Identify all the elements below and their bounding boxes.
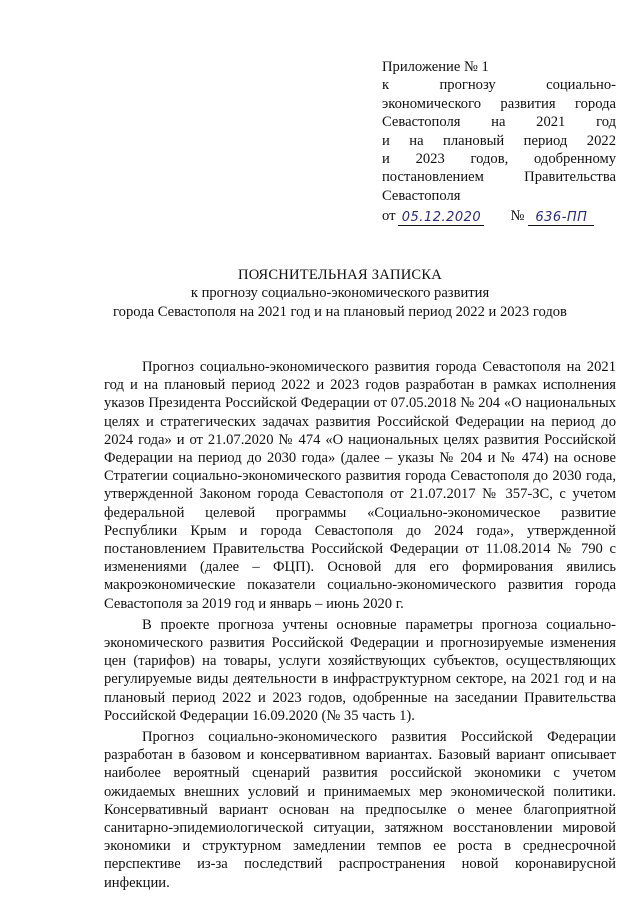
- approval-row: [382, 207, 616, 225]
- body-paragraph: В проекте прогноза учтены основные параметры прогноза социально-экономического развития Российской Федерации и прогнозируемые изменения цен (тарифов) на товары, услуги хозяйствующих субъектов, осуществляющих регулируемые виды деятельности в инфраструктурном секторе, на 2021 год и на плановый период 2022 и 2023 годов, одобренные на заседании Правительства Российской Федерации 16.09.2020 (№ 35 часть 1).: [104, 616, 616, 724]
- number-prefix: №: [510, 208, 525, 225]
- document-heading: [60, 266, 620, 321]
- appendix-line: постановлением Правительства: [382, 169, 616, 186]
- document-subtitle: к прогнозу социально-экономического развития: [190, 285, 490, 302]
- appendix-block: [382, 58, 616, 226]
- appendix-line: и на плановый период 2022: [382, 132, 616, 149]
- appendix-line: к прогнозу социально-: [382, 77, 616, 94]
- handwritten-number: 636-ПП: [528, 210, 594, 226]
- appendix-line: и 2023 годов, одобренному: [382, 151, 616, 168]
- document-body: [104, 358, 616, 895]
- appendix-last-line: Севастополя: [382, 187, 461, 204]
- handwritten-date: 05.12.2020: [398, 210, 484, 226]
- appendix-title: Приложение № 1: [382, 59, 489, 75]
- appendix-line: Севастополя на 2021 год: [382, 114, 616, 131]
- appendix-line: экономического развития города: [382, 95, 616, 112]
- document-title: ПОЯСНИТЕЛЬНАЯ ЗАПИСКА: [237, 267, 443, 283]
- body-paragraph: Прогноз социально-экономического развития города Севастополя на 2021 год и на плановый период 2022 и 2023 годов разработан в рамках исполнения указов Президента Российской Федерации от 07.05.2018 № 204 «О национальных целях и стратегических задачах развития Российской Федерации на период до 2024 года» и от 21.07.2020 № 474 «О национальных целях развития Российской Федерации на период до 2030 года» (далее – указы № 204 и № 474) на основе Стратегии социально-экономического развития города Севастополя до 2030 года, утвержденной Законом города Севастополя от 21.07.2017 № 357-ЗС, с учетом федеральной целевой программы «Социально-экономическое развитие Республики Крым и города Севастополя до 2024 года», утвержденной постановлением Правительства Российской Федерации от 11.08.2014 № 790 с изменениями (далее – ФЦП). Основой для его формирования явились макроэкономические показатели социально-экономического развития города Севастополя за 2019 год и январь – июнь 2020 г.: [104, 359, 616, 612]
- date-prefix: от: [382, 208, 396, 225]
- body-paragraph: Прогноз социально-экономического развития Российской Федерации разработан в базовом и консервативном вариантах. Базовый вариант описывает наиболее вероятный сценарий развития российской экономики с учетом ожидаемых внешних условий и принимаемых мер экономической политики. Консервативный вариант основан на предпосылке о менее благоприятной санитарно-эпидемиологической ситуации, затяжном восстановлении мировой экономики и структурном замедлении темпов ее роста в среднесрочной перспективе из-за последствий распространения новой коронавирусной инфекции.: [104, 729, 616, 891]
- document-subtitle: города Севастополя на 2021 год и на плановый период 2022 и 2023 годов: [113, 303, 567, 320]
